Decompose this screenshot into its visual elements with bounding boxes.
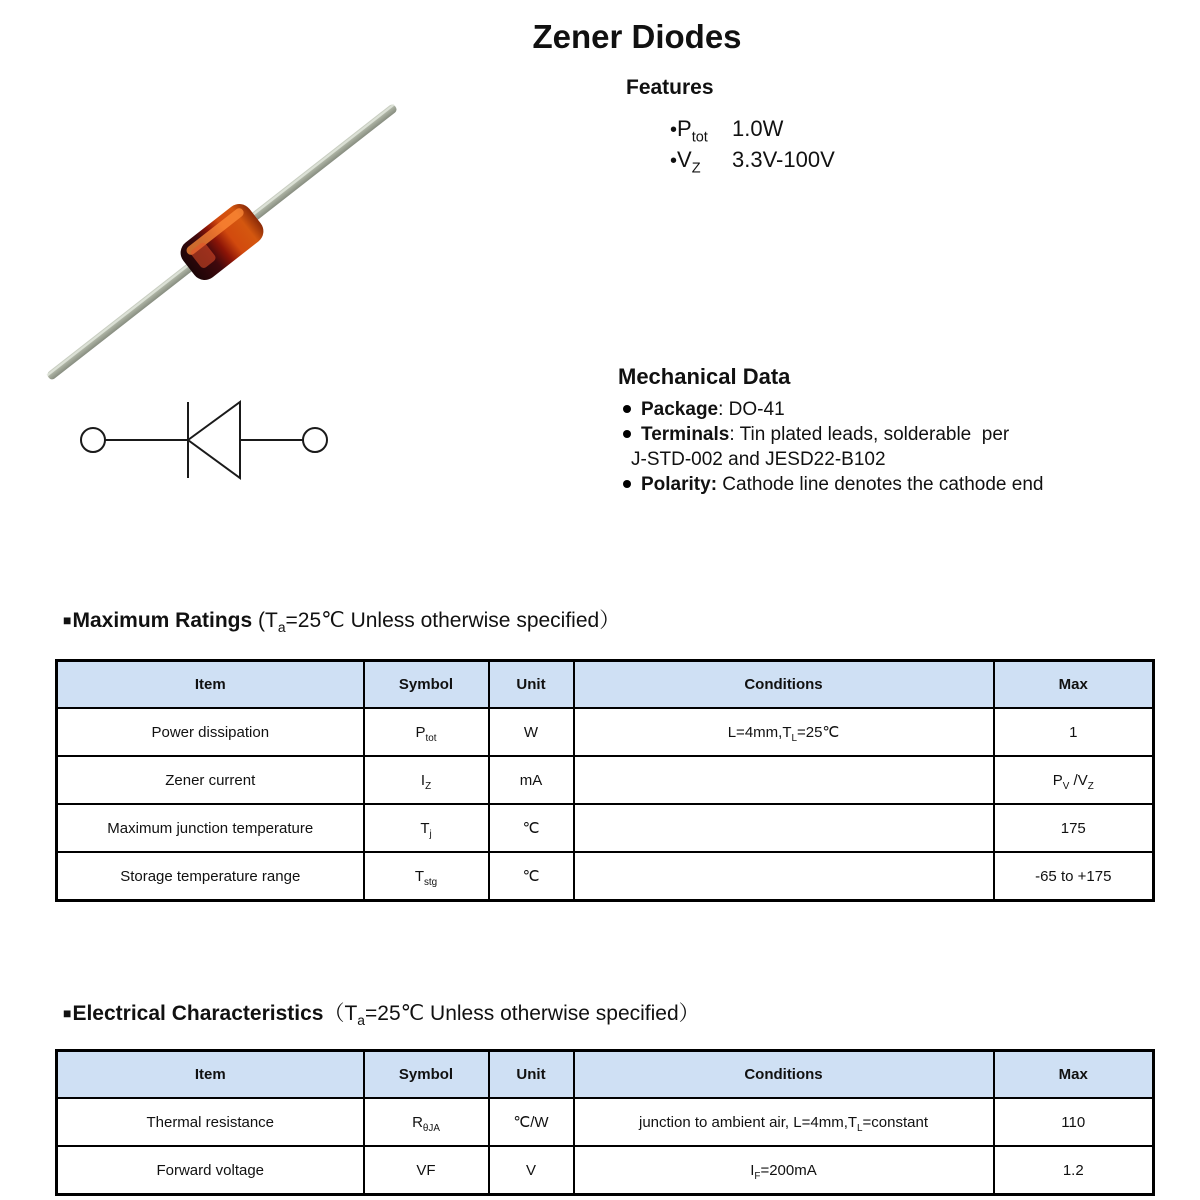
cell-conditions: junction to ambient air, $L=4mm,T_L=constant$ (574, 1098, 994, 1146)
mechanical-data-section (618, 364, 1088, 497)
header-max: Max (994, 661, 1154, 709)
table-row (57, 708, 1154, 756)
cell-symbol: $I_Z$ (364, 756, 489, 804)
maximum-ratings-table (55, 659, 1155, 902)
electrical-characteristics-table (55, 1049, 1155, 1196)
cell-symbol: $T_{stg}$ (364, 852, 489, 901)
table-row (57, 1146, 1154, 1195)
features-list (670, 114, 835, 176)
mech-item-package: Package: DO-41 (618, 397, 1088, 422)
cell-unit: mA (489, 756, 574, 804)
cell-max: 175 (994, 804, 1154, 852)
feature-value: 3.3V-100V (732, 147, 835, 172)
mech-item-terminals: Terminals: Tin plated leads, solderable per (618, 422, 1088, 447)
cell-item: Maximum junction temperature (57, 804, 364, 852)
table-header-row (57, 661, 1154, 709)
header-unit: Unit (489, 661, 574, 709)
table-header-row (57, 1051, 1154, 1099)
feature-item (670, 114, 835, 145)
mechanical-data-heading: Mechanical Data (618, 364, 791, 389)
cell-unit: ℃/W (489, 1098, 574, 1146)
cell-unit: W (489, 708, 574, 756)
diode-photo-image (30, 80, 450, 400)
feature-symbol: $•V_Z$ (670, 147, 701, 177)
cell-symbol: $T_j$ (364, 804, 489, 852)
cell-item: Forward voltage (57, 1146, 364, 1195)
table-row (57, 852, 1154, 901)
terminal-circle-right (303, 428, 327, 452)
table-row (57, 804, 1154, 852)
bullet-icon: • (670, 119, 678, 141)
cell-conditions (574, 852, 994, 901)
page-title: Zener Diodes (532, 18, 742, 55)
cell-max: 110 (994, 1098, 1154, 1146)
feature-item (670, 145, 835, 176)
header-item: Item (57, 661, 364, 709)
bullet-icon (623, 405, 631, 413)
cell-max: -65 to +175 (994, 852, 1154, 901)
feature-symbol: $•P_{tot}$ (670, 116, 708, 146)
cell-max: $P_V$ $/V_Z$ (994, 756, 1154, 804)
header-conditions: Conditions (574, 1051, 994, 1099)
header-unit: Unit (489, 1051, 574, 1099)
cell-unit: ℃ (489, 852, 574, 901)
cell-conditions: $L=4mm,T_L=25℃$ (574, 708, 994, 756)
header-conditions: Conditions (574, 661, 994, 709)
anode-triangle (188, 402, 240, 478)
header-max: Max (994, 1051, 1154, 1099)
square-bullet-icon: ■ (63, 612, 72, 628)
cell-max: 1 (994, 708, 1154, 756)
cell-symbol: $P_{tot}$ (364, 708, 489, 756)
cell-item: Thermal resistance (57, 1098, 364, 1146)
header-symbol: Symbol (364, 661, 489, 709)
bullet-icon (623, 480, 631, 488)
feature-value: 1.0W (732, 116, 784, 141)
cell-conditions (574, 804, 994, 852)
electrical-characteristics-heading: ■Electrical $Characteristics(T_a=25℃$ Unless otherwise specified） (63, 1002, 700, 1029)
cell-max: 1.2 (994, 1146, 1154, 1195)
maximum-ratings-heading: ■Maximum Ratings ($T_a=25℃$ Unless otherwise specified） (63, 609, 621, 636)
cell-item: Storage temperature range (57, 852, 364, 901)
cell-unit: V (489, 1146, 574, 1195)
cell-item: Zener current (57, 756, 364, 804)
diode-schematic-symbol (60, 390, 380, 500)
header-symbol: Symbol (364, 1051, 489, 1099)
cell-conditions (574, 756, 994, 804)
features-heading: Features (626, 76, 714, 99)
cell-unit: ℃ (489, 804, 574, 852)
mech-item-polarity: Polarity: Cathode line denotes the cathode end (618, 472, 1088, 497)
cell-item: Power dissipation (57, 708, 364, 756)
terminal-circle-left (81, 428, 105, 452)
mech-item-terminals-continuation: J-STD-002 and JESD22-B102 (631, 449, 886, 470)
table-row (57, 756, 1154, 804)
square-bullet-icon: ■ (63, 1005, 72, 1021)
cell-conditions: $I_F=200mA$ (574, 1146, 994, 1195)
cell-symbol: $R_{\theta JA}$ (364, 1098, 489, 1146)
bullet-icon (623, 430, 631, 438)
header-item: Item (57, 1051, 364, 1099)
cell-symbol: VF (364, 1146, 489, 1195)
table-row (57, 1098, 1154, 1146)
bullet-icon: • (670, 150, 678, 172)
